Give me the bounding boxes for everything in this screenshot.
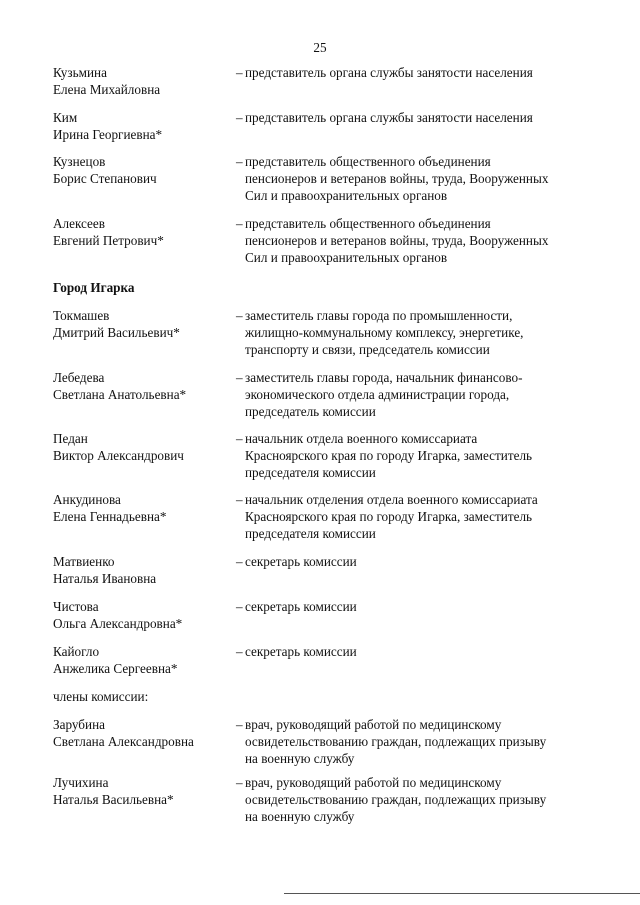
role-line: пенсионеров и ветеранов войны, труда, Вооруженных: [245, 233, 549, 248]
person-role: [236, 430, 596, 481]
surname: Зарубина: [53, 717, 105, 732]
person-role: [236, 643, 596, 660]
dash: –: [236, 599, 243, 614]
role-line: жилищно-коммунальному комплексу, энергетике,: [245, 325, 524, 340]
role-line: секретарь комиссии: [245, 644, 357, 659]
role-line: председателя комиссии: [245, 465, 376, 480]
given-names: Елена Михайловна: [53, 82, 161, 97]
person-role: [236, 774, 596, 825]
surname: Алексеев: [53, 216, 105, 231]
person-name: [53, 716, 233, 750]
dash: –: [236, 370, 243, 385]
dash: –: [236, 717, 243, 732]
role-line: врач, руководящий работой по медицинскому: [245, 775, 502, 790]
role-line: председателя комиссии: [245, 526, 376, 541]
person-name: [53, 109, 233, 143]
given-names: Евгений Петрович*: [53, 233, 164, 248]
role-line: экономического отдела администрации города,: [245, 387, 510, 402]
dash: –: [236, 492, 243, 507]
role-line: Сил и правоохранительных органов: [245, 188, 448, 203]
given-names: Елена Геннадьевна*: [53, 509, 167, 524]
given-names: Дмитрий Васильевич*: [53, 325, 180, 340]
role-line: пенсионеров и ветеранов войны, труда, Вооруженных: [245, 171, 549, 186]
surname: Токмашев: [53, 308, 110, 323]
bottom-rule: [284, 893, 640, 894]
given-names: Виктор Александрович: [53, 448, 184, 463]
surname: Лебедева: [53, 370, 105, 385]
given-names: Светлана Александровна: [53, 734, 194, 749]
role-line: секретарь комиссии: [245, 554, 357, 569]
person-role: [236, 307, 596, 358]
person-role: [236, 716, 596, 767]
surname: Кузнецов: [53, 154, 106, 169]
given-names: Наталья Васильевна*: [53, 792, 174, 807]
person-role: [236, 491, 596, 542]
person-role: [236, 553, 596, 570]
given-names: Наталья Ивановна: [53, 571, 157, 586]
person-role: [236, 64, 596, 81]
person-name: [53, 430, 233, 464]
person-name: [53, 598, 233, 632]
role-line: председатель комиссии: [245, 404, 376, 419]
person-name: [53, 215, 233, 249]
role-line: врач, руководящий работой по медицинскому: [245, 717, 502, 732]
surname: Чистова: [53, 599, 99, 614]
surname: Ким: [53, 110, 78, 125]
members-label: члены комиссии:: [53, 689, 149, 704]
person-role: [236, 598, 596, 615]
dash: –: [236, 775, 243, 790]
person-name: [53, 553, 233, 587]
dash: –: [236, 554, 243, 569]
surname: Лучихина: [53, 775, 109, 790]
dash: –: [236, 110, 243, 125]
role-line: представитель общественного объединения: [245, 154, 491, 169]
person-role: [236, 215, 596, 266]
person-name: [53, 153, 233, 187]
dash: –: [236, 154, 243, 169]
given-names: Ирина Георгиевна*: [53, 127, 163, 142]
role-line: секретарь комиссии: [245, 599, 357, 614]
role-line: Сил и правоохранительных органов: [245, 250, 448, 265]
person-role: [236, 153, 596, 204]
role-line: на военную службу: [245, 809, 355, 824]
person-name: [53, 491, 233, 525]
dash: –: [236, 431, 243, 446]
role-line: Красноярского края по городу Игарка, заместитель: [245, 509, 533, 524]
surname: Кузьмина: [53, 65, 107, 80]
role-line: начальник отделения отдела военного комиссариата: [245, 492, 538, 507]
surname: Кайогло: [53, 644, 100, 659]
dash: –: [236, 216, 243, 231]
given-names: Борис Степанович: [53, 171, 157, 186]
role-line: заместитель главы города по промышленности,: [245, 308, 513, 323]
dash: –: [236, 65, 243, 80]
surname: Педан: [53, 431, 88, 446]
dash: –: [236, 644, 243, 659]
given-names: Анжелика Сергеевна*: [53, 661, 178, 676]
role-line: освидетельствованию граждан, подлежащих призыву: [245, 792, 547, 807]
page-number: 25: [313, 40, 327, 55]
person-role: [236, 109, 596, 126]
surname: Матвиенко: [53, 554, 115, 569]
role-line: представитель органа службы занятости населения: [245, 110, 533, 125]
role-line: транспорту и связи, председатель комиссии: [245, 342, 490, 357]
role-line: Красноярского края по городу Игарка, заместитель: [245, 448, 533, 463]
role-line: на военную службу: [245, 751, 355, 766]
role-line: заместитель главы города, начальник финансово-: [245, 370, 523, 385]
person-name: [53, 307, 233, 341]
role-line: начальник отдела военного комиссариата: [245, 431, 478, 446]
role-line: освидетельствованию граждан, подлежащих призыву: [245, 734, 547, 749]
section-heading: Город Игарка: [53, 280, 135, 295]
dash: –: [236, 308, 243, 323]
person-name: [53, 64, 233, 98]
role-line: представитель органа службы занятости населения: [245, 65, 533, 80]
surname: Анкудинова: [53, 492, 121, 507]
given-names: Ольга Александровна*: [53, 616, 183, 631]
given-names: Светлана Анатольевна*: [53, 387, 187, 402]
person-name: [53, 369, 233, 403]
role-line: представитель общественного объединения: [245, 216, 491, 231]
person-name: [53, 643, 233, 677]
person-name: [53, 774, 233, 808]
person-role: [236, 369, 596, 420]
